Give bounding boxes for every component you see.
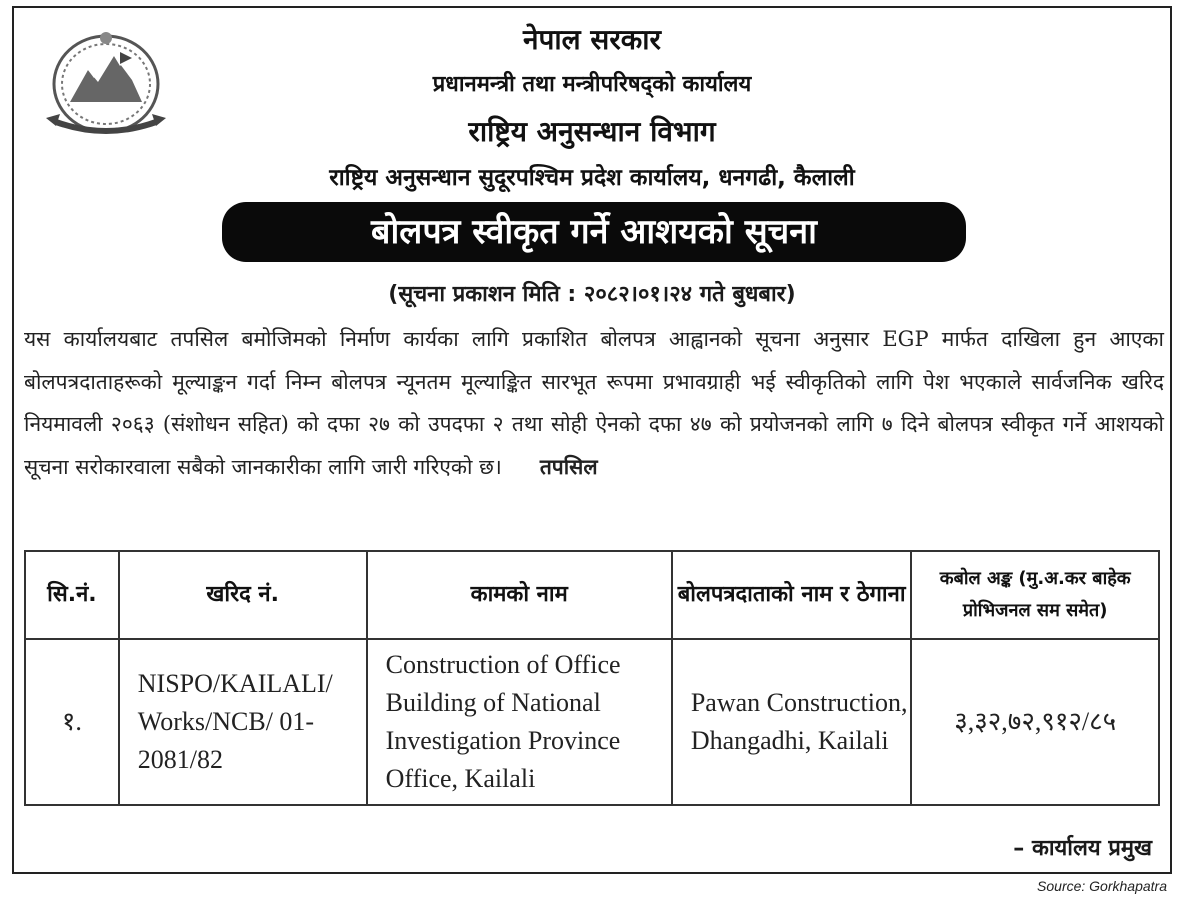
header-procurement-no: खरिद नं.: [119, 551, 367, 639]
office-title: राष्ट्रिय अनुसन्धान सुदूरपश्चिम प्रदेश कार्यालय, धनगढी, कैलाली: [329, 165, 855, 191]
header-sn: सि.नं.: [25, 551, 119, 639]
notice-frame: [12, 6, 1172, 874]
notice-paragraph: यस कार्यालयबाट तपसिल बमोजिमको निर्माण कार्यका लागि प्रकाशित बोलपत्र आह्वानको सूचना अनुसार EGP मार्फत दाखिला हुन आएका बोलपत्रदाताहरूको मूल्याङ्कन गर्दा निम्न बोलपत्र न्यूनतम मूल्याङ्कित सारभूत रूपमा प्रभावग्राही भई स्वीकृतिको लागि पेश भएकाले सार्वजनिक खरिद नियमावली २०६३ (संशोधन सहित) को दफा २७ को उपदफा २ तथा सोही ऐनको दफा ४७ को प्रयोजनको लागि ७ दिने बोलपत्र स्वीकृत गर्ने आशयको सूचना सरोकारवाला सबैको जानकारीका लागि जारी गरिएको छ।: [24, 327, 1164, 479]
ministry-title: प्रधानमन्त्री तथा मन्त्रीपरिषद्को कार्यालय: [432, 72, 752, 97]
header-work-name: कामको नाम: [367, 551, 672, 639]
header-amount: कबोल अङ्क (मु.अ.कर बाहेक प्रोभिजनल सम समेत): [911, 551, 1159, 639]
cell-amount: ३,३२,७२,९१२/८५: [911, 639, 1159, 805]
publish-date: (सूचना प्रकाशन मिति : २०८२।०१।२४ गते बुधबार): [388, 282, 796, 307]
cell-work-name: Construction of Office Building of National Investigation Province Office, Kailali: [367, 639, 672, 805]
cell-sn: १.: [25, 639, 119, 805]
table-header-row: [25, 551, 1159, 639]
bid-table: [24, 550, 1160, 806]
table-row: [25, 639, 1159, 805]
cell-bidder: Pawan Construction, Dhangadhi, Kailali: [672, 639, 912, 805]
government-title: नेपाल सरकार: [522, 23, 662, 56]
office-chief-signoff: – कार्यालय प्रमुख: [1013, 836, 1152, 861]
tapsil-label: तपसिल: [539, 453, 598, 479]
notice-body: [24, 318, 1164, 488]
department-title: राष्ट्रिय अनुसन्धान विभाग: [468, 115, 716, 148]
cell-procurement-no: NISPO/KAILALI/ Works/NCB/ 01-2081/82: [119, 639, 367, 805]
header-bidder: बोलपत्रदाताको नाम र ठेगाना: [672, 551, 912, 639]
notice-title-banner: बोलपत्र स्वीकृत गर्ने आशयको सूचना: [222, 202, 966, 262]
source-credit: Source: Gorkhapatra: [1037, 878, 1167, 894]
